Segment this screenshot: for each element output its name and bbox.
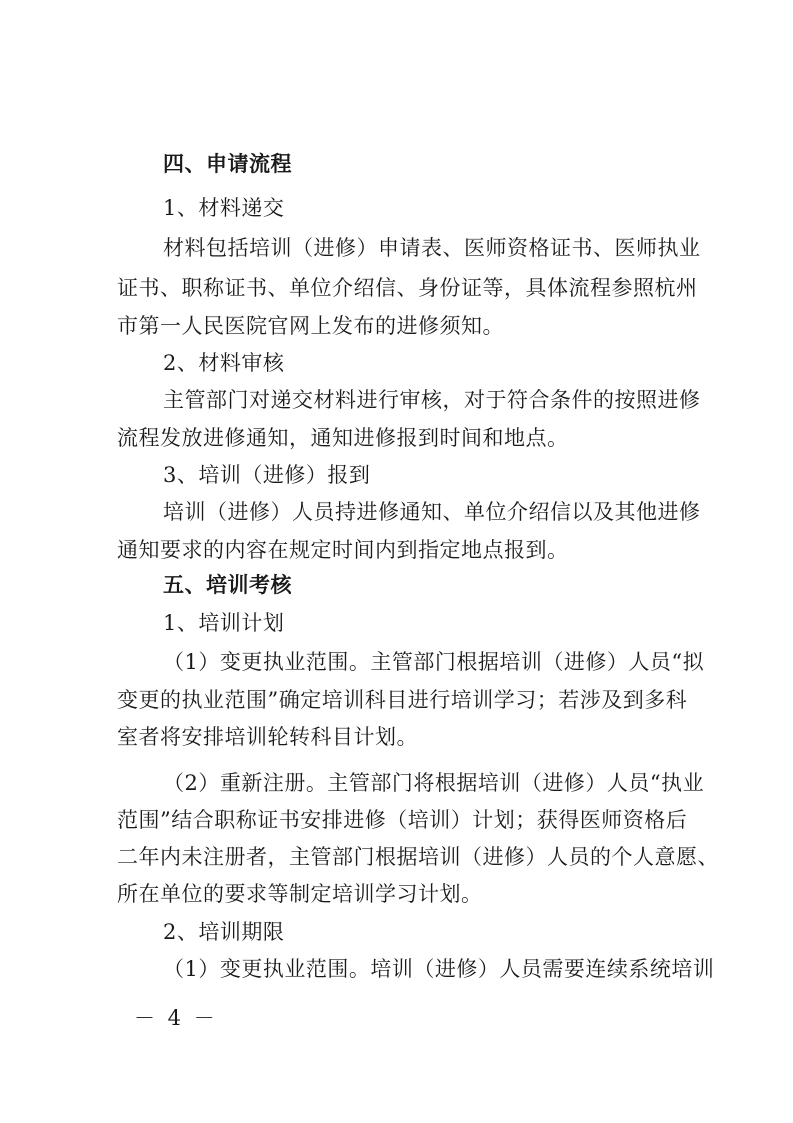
paragraph-line: 主管部门对递交材料进行审核，对于符合条件的按照进修 bbox=[163, 388, 701, 412]
paragraph-line: 培训（进修）人员持进修通知、单位介绍信以及其他进修 bbox=[163, 500, 701, 524]
subheading-training-plan: 1、培训计划 bbox=[163, 611, 285, 635]
paragraph-line: 流程发放进修通知，通知进修报到时间和地点。 bbox=[117, 426, 569, 450]
subheading-training-period: 2、培训期限 bbox=[163, 920, 285, 944]
paragraph-line: （1）变更执业范围。培训（进修）人员需要连续系统培训 bbox=[163, 957, 715, 981]
subheading-material-review: 2、材料审核 bbox=[163, 351, 285, 375]
paragraph-line: 市第一人民医院官网上发布的进修须知。 bbox=[117, 314, 504, 338]
paragraph-line: 室者将安排培训轮转科目计划。 bbox=[117, 725, 418, 749]
subheading-training-registration: 3、培训（进修）报到 bbox=[163, 463, 371, 487]
section-heading-application-process: 四、申请流程 bbox=[163, 152, 292, 176]
paragraph-line: 范围”结合职称证书安排进修（培训）计划；获得医师资格后 bbox=[117, 808, 688, 832]
paragraph-line: （1）变更执业范围。主管部门根据培训（进修）人员“拟 bbox=[163, 650, 705, 674]
paragraph-line: 所在单位的要求等制定培训学习计划。 bbox=[117, 882, 483, 906]
paragraph-line: （2）重新注册。主管部门将根据培训（进修）人员“执业 bbox=[163, 771, 705, 795]
paragraph-line: 证书、职称证书、单位介绍信、身份证等，具体流程参照杭州 bbox=[117, 276, 698, 300]
paragraph-line: 材料包括培训（进修）申请表、医师资格证书、医师执业 bbox=[163, 236, 701, 260]
paragraph-line: 变更的执业范围”确定培训科目进行培训学习；若涉及到多科 bbox=[117, 688, 688, 712]
page-number: － 4 － bbox=[134, 1006, 218, 1030]
paragraph-line: 通知要求的内容在规定时间内到指定地点报到。 bbox=[117, 538, 569, 562]
section-heading-training-assessment: 五、培训考核 bbox=[163, 573, 292, 597]
paragraph-line: 二年内未注册者，主管部门根据培训（进修）人员的个人意愿、 bbox=[117, 845, 719, 869]
subheading-material-submission: 1、材料递交 bbox=[163, 196, 285, 220]
